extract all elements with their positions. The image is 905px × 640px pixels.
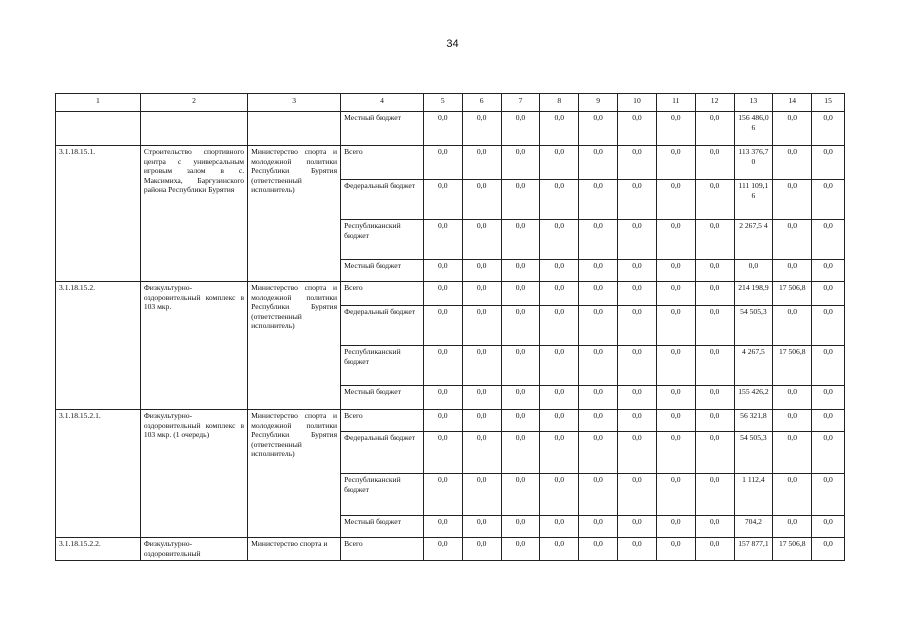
- amount-cell: 0,0: [540, 260, 579, 282]
- amount-cell: 0,0: [812, 180, 845, 220]
- column-header-2: 2: [140, 94, 247, 112]
- amount-cell: 0,0: [773, 386, 812, 410]
- amount-cell: 0,0: [423, 386, 462, 410]
- amount-cell: 0,0: [695, 220, 734, 260]
- amount-cell: 0,0: [656, 410, 695, 432]
- amount-cell: 0,0: [812, 538, 845, 561]
- amount-cell: 0,0: [462, 538, 501, 561]
- measure-code-cell: 3.1.18.15.2.1.: [56, 410, 141, 538]
- amount-cell: 0,0: [773, 112, 812, 146]
- amount-cell: 0,0: [501, 112, 540, 146]
- amount-cell: 0,0: [501, 386, 540, 410]
- column-header-11: 11: [656, 94, 695, 112]
- measure-code-cell: 3.1.18.15.2.: [56, 282, 141, 410]
- funding-source-cell: Федеральный бюджет: [341, 306, 424, 346]
- amount-cell: 0,0: [695, 306, 734, 346]
- amount-cell: 0,0: [773, 432, 812, 474]
- amount-cell: 0,0: [579, 306, 618, 346]
- amount-cell: 17 506,8: [773, 346, 812, 386]
- amount-cell: 0,0: [501, 410, 540, 432]
- amount-cell: 0,0: [423, 146, 462, 180]
- amount-cell: 0,0: [501, 306, 540, 346]
- amount-cell: 0,0: [579, 346, 618, 386]
- amount-cell: 111 109,1 6: [734, 180, 773, 220]
- funding-source-cell: Местный бюджет: [341, 112, 424, 146]
- amount-cell: 155 426,2: [734, 386, 773, 410]
- amount-cell: 0,0: [540, 146, 579, 180]
- amount-cell: 1 112,4: [734, 474, 773, 516]
- amount-cell: 4 267,5: [734, 346, 773, 386]
- amount-cell: 0,0: [462, 220, 501, 260]
- amount-cell: 0,0: [579, 260, 618, 282]
- amount-cell: 2 267,5 4: [734, 220, 773, 260]
- amount-cell: 0,0: [656, 538, 695, 561]
- amount-cell: 0,0: [423, 516, 462, 538]
- amount-cell: 0,0: [695, 386, 734, 410]
- measure-name-cell: Физкультурно-оздоровительный: [140, 538, 247, 561]
- amount-cell: 0,0: [540, 112, 579, 146]
- amount-cell: 0,0: [618, 260, 657, 282]
- table-body: [56, 112, 845, 561]
- table-row: [56, 112, 845, 146]
- funding-source-cell: Местный бюджет: [341, 260, 424, 282]
- amount-cell: 0,0: [812, 346, 845, 386]
- amount-cell: 0,0: [501, 346, 540, 386]
- funding-source-cell: Республиканский бюджет: [341, 346, 424, 386]
- amount-cell: 0,0: [656, 386, 695, 410]
- amount-cell: 0,0: [579, 432, 618, 474]
- amount-cell: 17 506,8: [773, 282, 812, 306]
- column-header-5: 5: [423, 94, 462, 112]
- amount-cell: 0,0: [462, 146, 501, 180]
- amount-cell: 0,0: [695, 260, 734, 282]
- table-row: [56, 538, 845, 561]
- amount-cell: 214 198,9: [734, 282, 773, 306]
- amount-cell: 156 486,0 6: [734, 112, 773, 146]
- amount-cell: 56 321,8: [734, 410, 773, 432]
- amount-cell: 0,0: [423, 538, 462, 561]
- amount-cell: 0,0: [423, 220, 462, 260]
- amount-cell: 0,0: [695, 432, 734, 474]
- amount-cell: 0,0: [462, 282, 501, 306]
- amount-cell: 0,0: [656, 432, 695, 474]
- column-header-10: 10: [618, 94, 657, 112]
- amount-cell: 0,0: [540, 432, 579, 474]
- funding-source-cell: Федеральный бюджет: [341, 180, 424, 220]
- amount-cell: 0,0: [579, 180, 618, 220]
- amount-cell: 0,0: [462, 410, 501, 432]
- amount-cell: 0,0: [423, 112, 462, 146]
- amount-cell: 0,0: [501, 220, 540, 260]
- amount-cell: 0,0: [618, 474, 657, 516]
- amount-cell: 0,0: [501, 516, 540, 538]
- amount-cell: 0,0: [773, 220, 812, 260]
- amount-cell: 0,0: [695, 112, 734, 146]
- column-header-1: 1: [56, 94, 141, 112]
- amount-cell: 0,0: [423, 306, 462, 346]
- amount-cell: 0,0: [618, 516, 657, 538]
- amount-cell: 0,0: [462, 432, 501, 474]
- amount-cell: 0,0: [540, 346, 579, 386]
- amount-cell: 54 505,3: [734, 432, 773, 474]
- column-header-4: 4: [341, 94, 424, 112]
- column-header-7: 7: [501, 94, 540, 112]
- amount-cell: 0,0: [540, 538, 579, 561]
- column-header-3: 3: [248, 94, 341, 112]
- amount-cell: 54 505,3: [734, 306, 773, 346]
- amount-cell: 0,0: [695, 180, 734, 220]
- responsible-executor-cell: Министерство спорта и: [248, 538, 341, 561]
- amount-cell: 0,0: [812, 386, 845, 410]
- column-header-8: 8: [540, 94, 579, 112]
- amount-cell: 0,0: [656, 112, 695, 146]
- amount-cell: 17 506,8: [773, 538, 812, 561]
- amount-cell: 0,0: [695, 516, 734, 538]
- amount-cell: 0,0: [618, 432, 657, 474]
- amount-cell: 113 376,7 0: [734, 146, 773, 180]
- amount-cell: 0,0: [579, 146, 618, 180]
- amount-cell: 0,0: [501, 146, 540, 180]
- amount-cell: 0,0: [423, 474, 462, 516]
- amount-cell: 0,0: [734, 260, 773, 282]
- funding-source-cell: Всего: [341, 282, 424, 306]
- measure-code-cell: 3.1.18.15.2.2.: [56, 538, 141, 561]
- amount-cell: 0,0: [812, 146, 845, 180]
- amount-cell: 0,0: [656, 282, 695, 306]
- amount-cell: 0,0: [540, 410, 579, 432]
- responsible-executor-cell: [248, 112, 341, 146]
- amount-cell: 0,0: [618, 146, 657, 180]
- column-header-12: 12: [695, 94, 734, 112]
- amount-cell: 0,0: [462, 516, 501, 538]
- amount-cell: 0,0: [656, 346, 695, 386]
- amount-cell: 0,0: [618, 306, 657, 346]
- amount-cell: 0,0: [812, 112, 845, 146]
- amount-cell: 0,0: [462, 346, 501, 386]
- amount-cell: 0,0: [540, 516, 579, 538]
- amount-cell: 0,0: [773, 516, 812, 538]
- funding-source-cell: Всего: [341, 538, 424, 561]
- amount-cell: 0,0: [812, 432, 845, 474]
- amount-cell: 0,0: [501, 180, 540, 220]
- amount-cell: 0,0: [579, 220, 618, 260]
- amount-cell: 0,0: [579, 410, 618, 432]
- amount-cell: 0,0: [501, 432, 540, 474]
- amount-cell: 0,0: [812, 260, 845, 282]
- amount-cell: 0,0: [695, 410, 734, 432]
- amount-cell: 0,0: [656, 180, 695, 220]
- header-row: [56, 94, 845, 112]
- amount-cell: 0,0: [462, 386, 501, 410]
- column-header-13: 13: [734, 94, 773, 112]
- amount-cell: 0,0: [540, 386, 579, 410]
- column-header-15: 15: [812, 94, 845, 112]
- amount-cell: 0,0: [695, 146, 734, 180]
- amount-cell: 0,0: [773, 410, 812, 432]
- amount-cell: 157 877,1: [734, 538, 773, 561]
- amount-cell: 0,0: [812, 410, 845, 432]
- amount-cell: 0,0: [501, 538, 540, 561]
- amount-cell: 0,0: [618, 282, 657, 306]
- amount-cell: 0,0: [540, 180, 579, 220]
- amount-cell: 0,0: [423, 346, 462, 386]
- funding-source-cell: Местный бюджет: [341, 386, 424, 410]
- amount-cell: 0,0: [462, 306, 501, 346]
- amount-cell: 0,0: [656, 306, 695, 346]
- measure-name-cell: Физкультурно-оздоровительный комплекс в 103 мкр. (1 очередь): [140, 410, 247, 538]
- amount-cell: 0,0: [423, 432, 462, 474]
- amount-cell: 0,0: [812, 516, 845, 538]
- amount-cell: 0,0: [656, 146, 695, 180]
- funding-source-cell: Республиканский бюджет: [341, 474, 424, 516]
- amount-cell: 0,0: [812, 220, 845, 260]
- table-row: [56, 282, 845, 306]
- amount-cell: 0,0: [540, 282, 579, 306]
- amount-cell: 0,0: [540, 474, 579, 516]
- table-row: [56, 146, 845, 180]
- amount-cell: 0,0: [773, 146, 812, 180]
- amount-cell: 0,0: [656, 474, 695, 516]
- amount-cell: 0,0: [618, 112, 657, 146]
- amount-cell: 0,0: [618, 220, 657, 260]
- measure-name-cell: [140, 112, 247, 146]
- amount-cell: 0,0: [618, 180, 657, 220]
- column-header-14: 14: [773, 94, 812, 112]
- page-number: 34: [446, 38, 459, 50]
- responsible-executor-cell: Министерство спорта и молодежной политики Республики Бурятия (ответственный исполнитель): [248, 282, 341, 410]
- responsible-executor-cell: Министерство спорта и молодежной политики Республики Бурятия (ответственный исполнитель): [248, 146, 341, 282]
- amount-cell: 0,0: [579, 538, 618, 561]
- amount-cell: 0,0: [540, 306, 579, 346]
- amount-cell: 0,0: [501, 474, 540, 516]
- amount-cell: 0,0: [656, 516, 695, 538]
- amount-cell: 0,0: [773, 180, 812, 220]
- amount-cell: 0,0: [462, 112, 501, 146]
- amount-cell: 0,0: [618, 410, 657, 432]
- column-header-9: 9: [579, 94, 618, 112]
- amount-cell: 0,0: [695, 538, 734, 561]
- table-row: [56, 410, 845, 432]
- amount-cell: 0,0: [695, 346, 734, 386]
- amount-cell: 0,0: [423, 260, 462, 282]
- amount-cell: 0,0: [579, 474, 618, 516]
- responsible-executor-cell: Министерство спорта и молодежной политики Республики Бурятия (ответственный исполнитель): [248, 410, 341, 538]
- amount-cell: 0,0: [423, 410, 462, 432]
- amount-cell: 0,0: [773, 260, 812, 282]
- amount-cell: 0,0: [501, 260, 540, 282]
- amount-cell: 0,0: [501, 282, 540, 306]
- measure-name-cell: Физкультурно-оздоровительный комплекс в 103 мкр.: [140, 282, 247, 410]
- amount-cell: 0,0: [618, 346, 657, 386]
- column-header-6: 6: [462, 94, 501, 112]
- amount-cell: 0,0: [656, 260, 695, 282]
- amount-cell: 0,0: [618, 538, 657, 561]
- amount-cell: 0,0: [579, 112, 618, 146]
- measure-code-cell: 3.1.18.15.1.: [56, 146, 141, 282]
- amount-cell: 0,0: [812, 306, 845, 346]
- measure-name-cell: Строительство спортивного центра с универсальным игровым залом в с. Максимиха, Баргузинского района Республики Бурятия: [140, 146, 247, 282]
- amount-cell: 0,0: [462, 474, 501, 516]
- amount-cell: 0,0: [812, 282, 845, 306]
- amount-cell: 0,0: [579, 386, 618, 410]
- amount-cell: 0,0: [656, 220, 695, 260]
- amount-cell: 0,0: [695, 282, 734, 306]
- amount-cell: 0,0: [618, 386, 657, 410]
- funding-source-cell: Всего: [341, 146, 424, 180]
- amount-cell: 704,2: [734, 516, 773, 538]
- amount-cell: 0,0: [540, 220, 579, 260]
- amount-cell: 0,0: [462, 180, 501, 220]
- measure-code-cell: [56, 112, 141, 146]
- amount-cell: 0,0: [579, 282, 618, 306]
- amount-cell: 0,0: [423, 180, 462, 220]
- amount-cell: 0,0: [579, 516, 618, 538]
- budget-table: [55, 93, 845, 561]
- amount-cell: 0,0: [773, 474, 812, 516]
- amount-cell: 0,0: [812, 474, 845, 516]
- funding-source-cell: Республиканский бюджет: [341, 220, 424, 260]
- amount-cell: 0,0: [773, 306, 812, 346]
- amount-cell: 0,0: [695, 474, 734, 516]
- funding-source-cell: Местный бюджет: [341, 516, 424, 538]
- funding-source-cell: Федеральный бюджет: [341, 432, 424, 474]
- amount-cell: 0,0: [423, 282, 462, 306]
- amount-cell: 0,0: [462, 260, 501, 282]
- funding-source-cell: Всего: [341, 410, 424, 432]
